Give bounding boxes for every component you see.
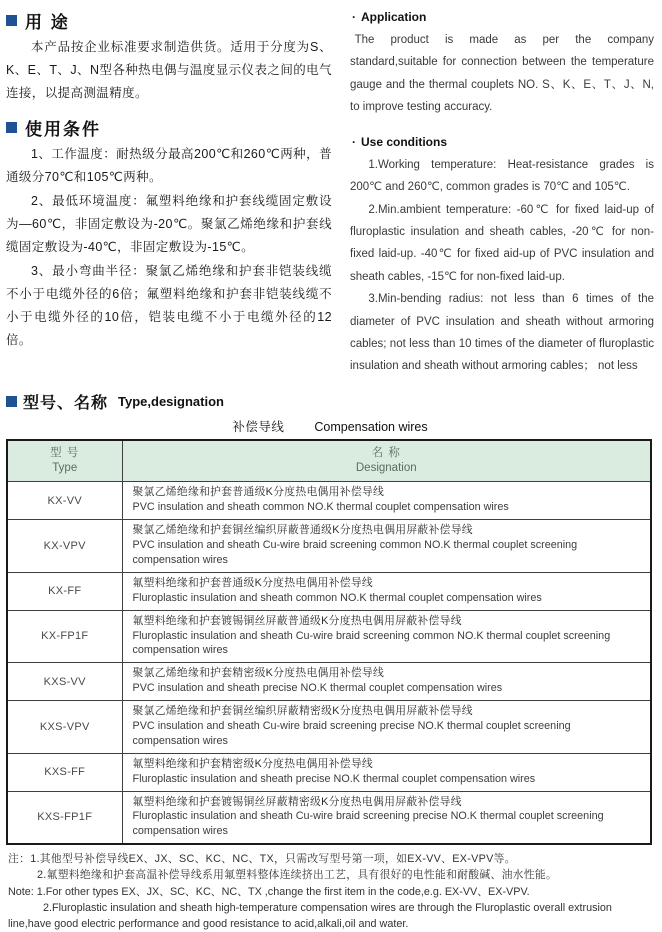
note-en-1: Note: 1.For other types EX、JX、SC、KC、NC、TX ,change the first item in the code,e.g. EX-VV、EX-VPV. xyxy=(8,885,530,898)
chinese-column xyxy=(6,4,332,378)
designation-en: PVC insulation and sheath Cu-wire braid screening common NO.K thermal couplet screening compensation wires xyxy=(132,539,578,566)
condition-item-en: 2.Min.ambient temperature: -60℃ for fixed laid-up of fluroplastic insulation and sheath cables, -20℃ for non-fixed laid-up. -40℃ for fixed aid-up of PVC insulation and sheath cables, -15℃ for non-fixed laid-up. xyxy=(350,203,654,283)
designation-en: PVC insulation and sheath common NO.K thermal couplet compensation wires xyxy=(132,501,509,514)
type-cell: KX-VPV xyxy=(7,520,122,573)
application-heading-text-zh: 用 途 xyxy=(25,13,70,32)
designation-zh: 聚氯乙烯绝缘和护套普通级K分度热电偶用补偿导线 xyxy=(132,486,385,499)
type-column-header-zh: 型 号 xyxy=(50,446,80,459)
conditions-heading-zh xyxy=(6,115,332,140)
designation-cell xyxy=(122,663,651,701)
designation-en: PVC insulation and sheath precise NO.K thermal couplet compensation wires xyxy=(132,682,503,695)
designation-zh: 氟塑料绝缘和护套精密级K分度热电偶用补偿导线 xyxy=(132,757,374,770)
designation-zh: 聚氯乙烯绝缘和护套精密级K分度热电偶用补偿导线 xyxy=(132,667,385,680)
type-cell: KX-VV xyxy=(7,482,122,520)
designation-column-header-zh: 名 称 xyxy=(371,446,401,459)
table-row xyxy=(7,520,651,573)
designation-en: Fluroplastic insulation and sheath Cu-wire braid screening common NO.K thermal couplet screening compensation wires xyxy=(132,629,611,657)
table-caption-en: Compensation wires xyxy=(314,419,428,434)
condition-item-en: 1.Working temperature: Heat-resistance grades is 200℃ and 260℃, common grades is 70℃ and 105℃. xyxy=(350,158,654,194)
designation-cell xyxy=(122,701,651,754)
table-row xyxy=(7,753,651,791)
footnotes xyxy=(6,851,658,932)
table-caption-zh: 补偿导线 xyxy=(232,419,285,434)
type-designation-heading xyxy=(6,390,654,413)
table-caption xyxy=(6,417,654,435)
table-row xyxy=(7,572,651,610)
designation-column-header xyxy=(122,440,651,482)
type-heading-text-en: Type,designation xyxy=(118,393,224,409)
conditions-heading-en: · Use conditions xyxy=(352,135,654,149)
note-zh-2: 2.氟塑料绝缘和护套高温补偿导线系用氟塑料整体连续挤出工艺，具有很好的电性能和耐酸碱、油水性能。 xyxy=(37,869,558,882)
table-row xyxy=(7,701,651,754)
type-column-header-en: Type xyxy=(52,462,78,475)
designation-cell xyxy=(122,610,651,663)
designation-zh: 聚氯乙烯绝缘和护套铜丝编织屏蔽普通级K分度热电偶用屏蔽补偿导线 xyxy=(132,524,473,537)
note-en-2: 2.Fluroplastic insulation and sheath high-temperature compensation wires are through the Fluroplastic overall extrusion line,have good electric performance and good resistance to acid,alkali,oil and water. xyxy=(8,901,612,930)
designation-cell xyxy=(122,482,651,520)
compensation-wires-table xyxy=(6,439,652,845)
condition-item-en: 3.Min-bending radius: not less than 6 times of the diameter of PVC insulation and sheath without armoring cables; not less than 10 times of the diameter of fluroplastic insulation and sheath without armoring cables； not less xyxy=(350,293,654,373)
table-row xyxy=(7,791,651,844)
designation-en: Fluroplastic insulation and sheath precise NO.K thermal couplet compensation wires xyxy=(132,772,536,785)
type-cell: KXS-VV xyxy=(7,663,122,701)
designation-cell xyxy=(122,572,651,610)
application-heading-en: · Application xyxy=(352,10,654,24)
section-bullet-icon xyxy=(6,396,17,407)
bilingual-columns xyxy=(6,4,654,378)
table-row xyxy=(7,482,651,520)
table-header-row xyxy=(7,440,651,482)
designation-en: Fluroplastic insulation and sheath common NO.K thermal couplet compensation wires xyxy=(132,591,542,604)
table-row xyxy=(7,610,651,663)
designation-zh: 氟塑料绝缘和护套镀锡铜丝屏蔽精密级K分度热电偶用屏蔽补偿导线 xyxy=(132,795,462,808)
type-cell: KXS-FP1F xyxy=(7,791,122,844)
application-heading-zh xyxy=(6,8,332,33)
type-cell: KX-FF xyxy=(7,572,122,610)
designation-cell xyxy=(122,791,651,844)
designation-zh: 聚氯乙烯绝缘和护套铜丝编织屏蔽精密级K分度热电偶用屏蔽补偿导线 xyxy=(132,705,473,718)
designation-column-header-en: Designation xyxy=(355,462,417,475)
type-cell: KXS-VPV xyxy=(7,701,122,754)
designation-cell xyxy=(122,753,651,791)
table-row xyxy=(7,663,651,701)
conditions-heading-text-zh: 使用条件 xyxy=(25,120,101,139)
section-bullet-icon xyxy=(6,15,17,26)
application-paragraph-en: The product is made as per the company standard,suitable for connection between the temperature gauge and the thermal couplets NO. S、K、E、T、J、N, to improve testing accuracy. xyxy=(350,34,654,114)
type-column-header xyxy=(7,440,122,482)
english-column xyxy=(350,4,654,378)
application-paragraph-zh: 本产品按企业标准要求制造供货。适用于分度为S、K、E、T、J、N型各种热电偶与温度显示仪表之间的电气连接，以提高测温精度。 xyxy=(6,40,332,100)
condition-item-zh: 2、最低环境温度：氟塑料绝缘和护套线缆固定敷设为—60℃，非固定敷设为-20℃。聚氯乙烯绝缘和护套线缆固定敷设为-40℃，非固定敷设为-15℃。 xyxy=(6,194,332,254)
designation-zh: 氟塑料绝缘和护套普通级K分度热电偶用补偿导线 xyxy=(132,576,374,589)
designation-cell xyxy=(122,520,651,573)
type-heading-text-zh: 型号、名称 xyxy=(23,394,109,412)
designation-en: Fluroplastic insulation and sheath Cu-wire braid screening precise NO.K thermal couplet screening compensation wires xyxy=(132,810,604,838)
section-bullet-icon xyxy=(6,122,17,133)
designation-en: PVC insulation and sheath Cu-wire braid screening precise NO.K thermal couplet screening compensation wires xyxy=(132,719,571,747)
condition-item-zh: 3、最小弯曲半径：聚氯乙烯绝缘和护套非铠装线缆不小于电缆外径的6倍；氟塑料绝缘和护套非铠装线缆不小于电缆外径的10倍，铠装电缆不小于电缆外径的12倍。 xyxy=(6,264,332,347)
type-cell: KXS-FF xyxy=(7,753,122,791)
designation-zh: 氟塑料绝缘和护套镀锡铜丝屏蔽普通级K分度热电偶用屏蔽补偿导线 xyxy=(132,614,462,627)
note-zh-1: 注：1.其他型号补偿导线EX、JX、SC、KC、NC、TX，只需改写型号第一项，如EX-VV、EX-VPV等。 xyxy=(8,853,516,866)
condition-item-zh: 1、工作温度：耐热级分最高200℃和260℃两种，普通级分70℃和105℃两种。 xyxy=(6,147,332,184)
type-cell: KX-FP1F xyxy=(7,610,122,663)
